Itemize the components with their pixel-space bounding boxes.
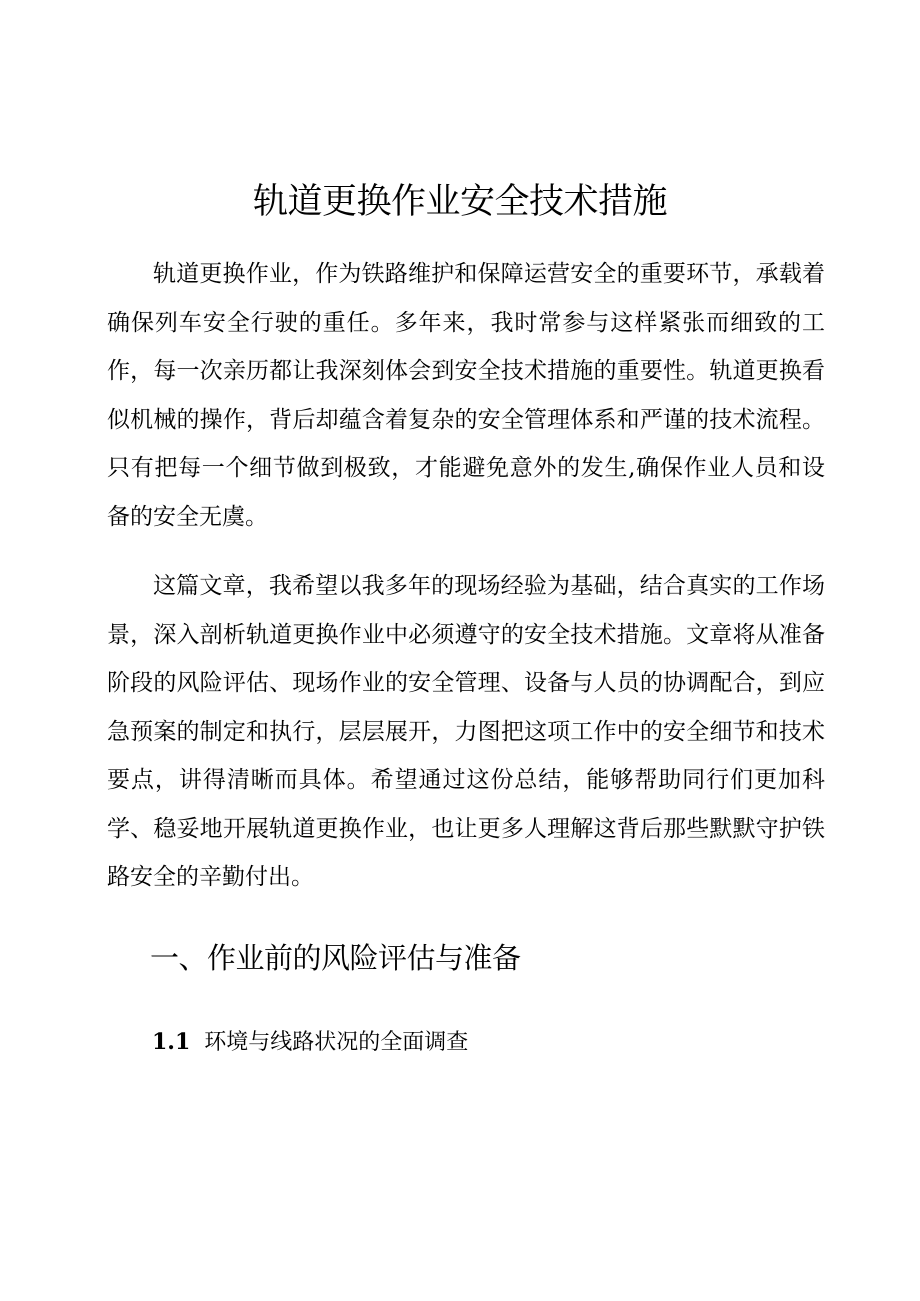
subsection-heading (152, 1022, 468, 1063)
subsection-title: 环境与线路状况的全面调查 (204, 1030, 469, 1055)
section-heading: 一、作业前的风险评估与准备 (150, 941, 521, 975)
subsection-number: 1.1 (152, 1029, 191, 1055)
document-title: 轨道更换作业安全技术措施 (252, 182, 667, 222)
intro-paragraph: 轨道更换作业，作为铁路维护和保障运营安全的重要环节，承载着确保列车安全行驶的重任。多年来，我时常参与这样紧张而细致的工作，每一次亲历都让我深刻体会到安全技术措施的重要性。轨道更换看似机械的操作，背后却蕴含着复杂的安全管理体系和严谨的技术流程。只有把每一个细节做到极致，才能避免意外的发生,确保作业人员和设备的安全无虞。 (107, 261, 825, 530)
overview-paragraph: 这篇文章，我希望以我多年的现场经验为基础，结合真实的工作场景，深入剖析轨道更换作业中必须遵守的安全技术措施。文章将从准备阶段的风险评估、现场作业的安全管理、设备与人员的协调配合，到应急预案的制定和执行，层层展开，力图把这项工作中的安全细节和技术要点，讲得清晰而具体。希望通过这份总结，能够帮助同行们更加科学、稳妥地开展轨道更换作业，也让更多人理解这背后那些默默守护铁路安全的辛勤付出。 (107, 573, 825, 890)
